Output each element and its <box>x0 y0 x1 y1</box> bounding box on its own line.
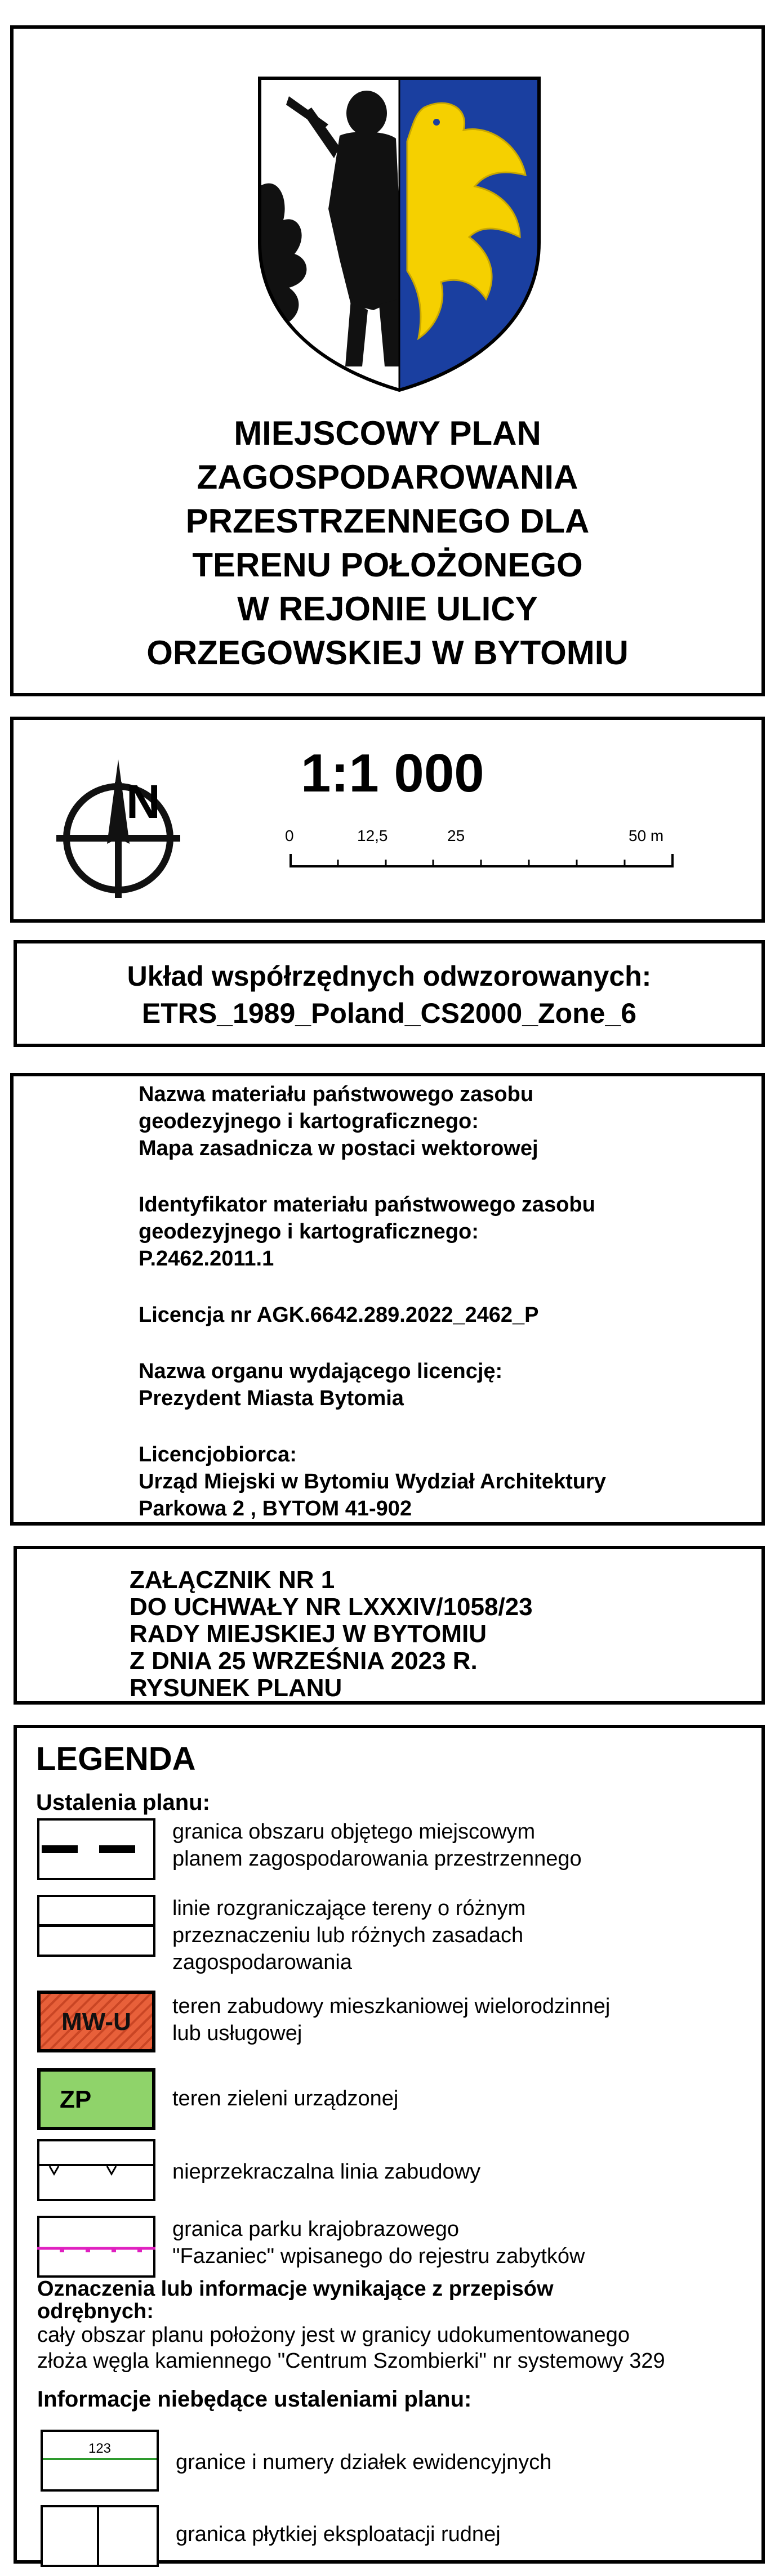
zone-code: MW-U <box>61 2008 131 2036</box>
legend-item-label: nieprzekraczalna linia zabudowy <box>172 2160 481 2184</box>
scale-panel <box>10 717 765 923</box>
scale-tick-label: 0 <box>285 827 294 844</box>
legend-item-label: teren zieleni urządzonej <box>172 2087 399 2110</box>
source-line: Nazwa materiału państwowego zasobu <box>139 1083 534 1106</box>
source-line: Nazwa organu wydającego licencję: <box>139 1359 503 1383</box>
legend-item-label: linie rozgraniczające tereny o różnym <box>172 1897 526 1920</box>
scale-tick-label: 12,5 <box>357 827 388 844</box>
legend-item-label: przeznaczeniu lub różnych zasadach <box>172 1924 524 1947</box>
legend-heading: LEGENDA <box>36 1741 196 1777</box>
plan-title-line: W REJONIE ULICY <box>237 590 538 628</box>
annex-panel <box>14 1546 765 1705</box>
source-line: geodezyjnego i kartograficznego: <box>139 1220 479 1244</box>
plan-title-line: ORZEGOWSKIEJ W BYTOMIU <box>146 634 629 672</box>
annex-line: ZAŁĄCZNIK NR 1 <box>130 1566 335 1594</box>
scale-bar <box>284 849 678 872</box>
source-line: Prezydent Miasta Bytomia <box>139 1387 404 1410</box>
coat-of-arms-icon <box>255 74 544 395</box>
north-arrow-icon <box>51 759 191 900</box>
legend-item-label: granica obszaru objętego miejscowym <box>172 1820 536 1844</box>
legend-section-title: odrębnych: <box>37 2300 154 2323</box>
north-label: N <box>126 775 161 828</box>
deposit-note: cały obszar planu położony jest w granicy udokumentowanego <box>37 2323 630 2347</box>
crs-line: ETRS_1989_Poland_CS2000_Zone_6 <box>141 998 637 1029</box>
source-line: Parkowa 2 , BYTOM 41-902 <box>139 1497 412 1520</box>
crs-line: Układ współrzędnych odwzorowanych: <box>127 960 652 992</box>
deposit-note: złoża węgla kamiennego "Centrum Szombierki" nr systemowy 329 <box>37 2349 665 2373</box>
landscape-park-symbol <box>37 2216 155 2278</box>
scale-tick-label: 50 m <box>629 827 664 844</box>
crs-panel <box>14 940 765 1047</box>
license-number: Licencja nr AGK.6642.289.2022_2462_P <box>139 1303 539 1327</box>
parcel-number: 123 <box>88 2441 112 2456</box>
plan-title-line: TERENU POŁOŻONEGO <box>192 546 583 584</box>
legend-item-label: granice i numery działek ewidencyjnych <box>176 2450 552 2474</box>
legend-item-label: planem zagospodarowania przestrzennego <box>172 1847 582 1871</box>
source-line: Licencjobiorca: <box>139 1443 297 1466</box>
source-line: Identyfikator materiału państwowego zasobu <box>139 1193 595 1217</box>
legend-item-label: teren zabudowy mieszkaniowej wielorodzinnej <box>172 1994 611 2018</box>
plan-title-line: PRZESTRZENNEGO DLA <box>185 502 590 540</box>
source-line: Urząd Miejski w Bytomiu Wydział Architektury <box>139 1470 606 1493</box>
legend-section-title: Oznaczenia lub informacje wynikające z przepisów <box>37 2277 554 2301</box>
legend-panel <box>14 1725 765 2564</box>
legend-section-title: Ustalenia planu: <box>36 1790 210 1815</box>
scale-ratio: 1:1 000 <box>301 743 484 803</box>
annex-line: DO UCHWAŁY NR LXXXIV/1058/23 <box>130 1593 533 1621</box>
zone-code: ZP <box>60 2086 92 2113</box>
source-panel <box>10 1073 765 1526</box>
legend-item-label: granica parku krajobrazowego <box>172 2217 460 2241</box>
legend-item-label: lub usługowej <box>172 2022 302 2045</box>
dividing-line-symbol <box>37 1895 155 1957</box>
plan-boundary-symbol <box>37 1818 155 1880</box>
scale-tick-label: 25 <box>447 827 465 844</box>
plan-title-line: ZAGOSPODAROWANIA <box>197 458 578 496</box>
title-panel <box>10 25 765 696</box>
ore-extraction-symbol <box>41 2505 159 2567</box>
annex-line: Z DNIA 25 WRZEŚNIA 2023 R. <box>130 1647 478 1675</box>
source-line: geodezyjnego i kartograficznego: <box>139 1110 479 1133</box>
building-line-symbol <box>37 2139 155 2201</box>
legend-item-label: zagospodarowania <box>172 1951 353 1974</box>
mw-u-zone-symbol <box>37 1991 155 2052</box>
plan-title <box>14 412 761 682</box>
legend-item-label: granica płytkiej eksploatacji rudnej <box>176 2523 501 2546</box>
source-line: Mapa zasadnicza w postaci wektorowej <box>139 1137 538 1160</box>
annex-line: RYSUNEK PLANU <box>130 1674 342 1702</box>
source-line: P.2462.2011.1 <box>139 1247 274 1271</box>
annex-line: RADY MIEJSKIEJ W BYTOMIU <box>130 1620 487 1648</box>
legend-section-title: Informacje niebędące ustaleniami planu: <box>37 2387 472 2412</box>
zp-zone-symbol <box>37 2068 155 2130</box>
parcel-boundary-symbol <box>41 2430 159 2492</box>
plan-title-line: MIEJSCOWY PLAN <box>234 414 541 452</box>
legend-item-label: "Fazaniec" wpisanego do rejestru zabytków <box>172 2244 585 2268</box>
